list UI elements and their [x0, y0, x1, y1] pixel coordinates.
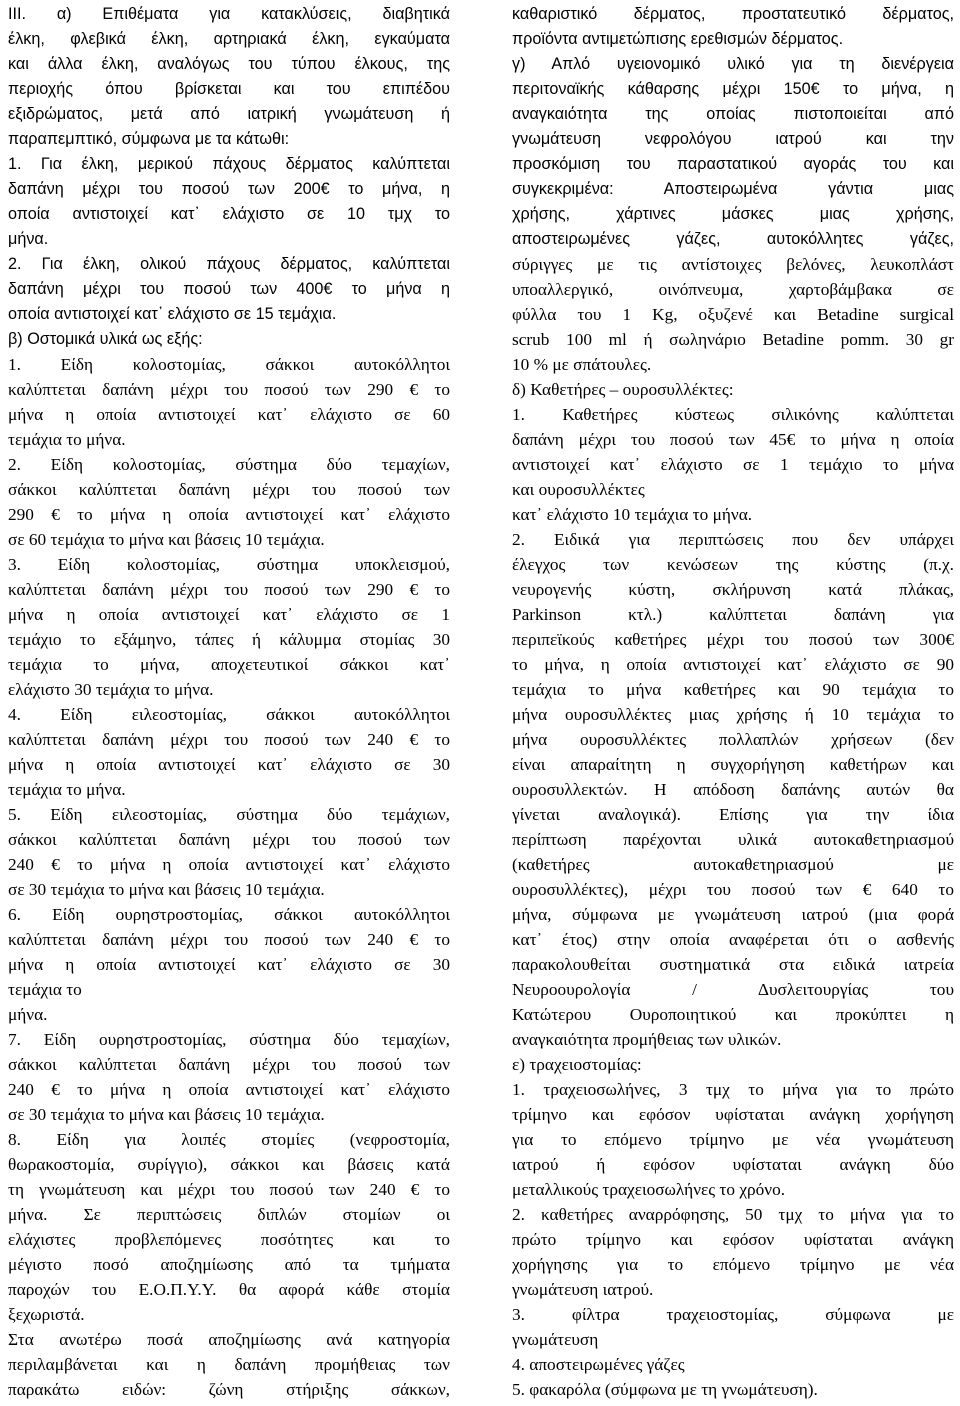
text-line: τεμάχια το μήνα, αποχετευτικοί σάκκοι κατ᾽ [8, 655, 450, 674]
text-line: μήνα η οποία αντιστοιχεί κατ᾽ ελάχιστο σε 30 [8, 755, 450, 774]
text-line: σάκκοι καλύπτεται δαπάνη μέχρι του ποσού των [8, 830, 450, 849]
text-line: ε) τραχειοστομίας: [512, 1055, 642, 1074]
text-line: περιοχής όπου βρίσκεται και του επιπέδου [8, 80, 450, 98]
text-line: 3. φίλτρα τραχειοστομίας, σύμφωνα με [512, 1305, 954, 1324]
text-line: σάκκοι καλύπτεται δαπάνη μέχρι του ποσού των [8, 480, 450, 499]
text-line: και άλλα έλκη, αναλόγως του τύπου έλκους, της [8, 55, 450, 73]
text-line: μήνα. [8, 230, 49, 248]
text-line: μήνα. [8, 1005, 48, 1024]
text-line: οποία αντιστοιχεί κατ᾽ ελάχιστο σε 10 τμχ το [8, 205, 450, 223]
text-line: περίπτωση παρέχονται υλικά αυτοκαθετηριασμού [512, 830, 954, 849]
text-line: θωρακοστομία, συρίγγιο), σάκκοι και βάσεις κατά [8, 1155, 450, 1174]
text-line: ουροσυλλεκτών. Η απόδοση δαπάνης αυτών θα [512, 780, 954, 799]
text-line: αποστειρωμένες γάζες, αυτοκόλλητες γάζες, [512, 230, 954, 248]
text-line: το μήνα, η οποία αντιστοιχεί κατ᾽ ελάχιστο σε 90 [512, 655, 954, 674]
text-line: γίνεται αναλογικά). Επίσης για την ίδια [512, 805, 954, 824]
text-line: καθαριστικό δέρματος, προστατευτικό δέρματος, [512, 5, 954, 23]
text-line: 10 % με σπάτουλες. [512, 355, 652, 374]
text-line: μήνα η οποία αντιστοιχεί κατ᾽ ελάχιστο σε 30 [8, 955, 450, 974]
text-line: Parkinson κτλ.) καλύπτεται δαπάνη για [512, 605, 954, 624]
text-line: 1. Καθετήρες κύστεως σιλικόνης καλύπτεται [512, 405, 954, 424]
text-line: τεμάχια το μήνα καθετήρες και 90 τεμάχια το [512, 680, 954, 699]
text-line: 5. Είδη ειλεοστομίας, σύστημα δύο τεμάχιων, [8, 805, 450, 824]
text-line: τη γνωμάτευση και μέχρι του ποσού των 240 € το [8, 1180, 450, 1199]
text-line: δαπάνη μέχρι του ποσού των 400€ το μήνα η [8, 280, 450, 298]
text-line: 240 € το μήνα η οποία αντιστοιχεί κατ᾽ ελάχιστο [8, 855, 450, 874]
text-line: προσκόμιση του παραστατικού αγοράς του και [512, 155, 954, 173]
text-line: 1. τραχειοσωλήνες, 3 τμχ το μήνα για το πρώτο [512, 1080, 954, 1099]
text-line: (καθετήρες αυτοκαθετηριασμού με [512, 855, 954, 874]
text-line: γνωμάτευση ιατρού. [512, 1280, 654, 1299]
text-line: μήνα ουροσυλλέκτες μιας χρήσης ή 10 τεμάχια το [512, 705, 954, 724]
text-line: τεμάχια το μήνα. [8, 780, 126, 799]
text-line: 3. Είδη κολοστομίας, σύστημα υποκλεισμού, [8, 555, 450, 574]
text-line: 2. καθετήρες αναρρόφησης, 50 τμχ το μήνα για το [512, 1205, 954, 1224]
text-line: τεμάχια το μήνα. [8, 430, 126, 449]
text-line: γνωμάτευση [512, 1330, 599, 1349]
text-line: Κατώτερου Ουροποιητικού και προκύπτει η [512, 1005, 954, 1024]
text-line: γ) Απλό υγειονομικό υλικό για τη διενέργεια [512, 55, 954, 73]
text-line: σε 30 τεμάχια το μήνα και βάσεις 10 τεμάχια. [8, 1105, 325, 1124]
text-line: σε 30 τεμάχια το μήνα και βάσεις 10 τεμάχια. [8, 880, 325, 899]
text-line: σε 60 τεμάχια το μήνα και βάσεις 10 τεμάχια. [8, 530, 325, 549]
text-line: νευρογενής κύστη, σκλήρυνση κατά πλάκας, [512, 580, 954, 599]
text-line: κατ᾽ ελάχιστο 10 τεμάχια το μήνα. [512, 505, 753, 524]
text-line: αναγκαιότητα προμήθειας των υλικών. [512, 1030, 782, 1049]
text-line: σάκκοι καλύπτεται δαπάνη μέχρι του ποσού των [8, 1055, 450, 1074]
text-line: 1. Είδη κολοστομίας, σάκκοι αυτοκόλλητοι [8, 355, 450, 374]
text-line: 290 € το μήνα η οποία αντιστοιχεί κατ᾽ ελάχιστο [8, 505, 450, 524]
text-line: περιλαμβάνεται και η δαπάνη προμήθειας των [8, 1355, 450, 1374]
right-text-column [512, 2, 954, 1406]
text-line: 6. Είδη ουρηστροστομίας, σάκκοι αυτοκόλλητοι [8, 905, 450, 924]
text-line: 5. φακαρόλα (σύμφωνα με τη γνωμάτευση). [512, 1380, 818, 1399]
text-line: 2. Ειδικά για περιπτώσεις που δεν υπάρχει [512, 530, 954, 549]
text-line: δαπάνη μέχρι του ποσού των 45€ το μήνα η οποία [512, 430, 954, 449]
text-line: scrub 100 ml ή σωληνάριο Betadine pomm. 30 gr [512, 330, 954, 349]
text-line: περιπεϊκούς καθετήρες μέχρι του ποσού των 300€ [512, 630, 954, 649]
text-line: τρίμηνο και εφόσον υφίσταται ανάγκη χορήγηση [512, 1105, 954, 1124]
left-text-column [8, 2, 450, 1406]
text-line: για το επόμενο τρίμηνο με νέα γνωμάτευση [512, 1130, 954, 1149]
text-line: παραπεμπτικό, σύμφωνα με τα κάτωθι: [8, 130, 290, 148]
text-line: 2. Για έλκη, ολικού πάχους δέρματος, καλύπτεται [8, 255, 450, 273]
text-line: οποία αντιστοιχεί κατ᾽ ελάχιστο σε 15 τεμάχια. [8, 305, 337, 323]
text-line: αναγκαιότητα της οποίας πιστοποιείται από [512, 105, 954, 123]
text-line: 240 € το μήνα η οποία αντιστοιχεί κατ᾽ ελάχιστο [8, 1080, 450, 1099]
text-line: β) Οστομικά υλικά ως εξής: [8, 330, 203, 348]
text-line: μέγιστο ποσό αποζημίωσης από τα τμήματα [8, 1255, 450, 1274]
text-line: καλύπτεται δαπάνη μέχρι του ποσού των 240 € το [8, 930, 450, 949]
text-line: φύλλα του 1 Kg, οξυζενέ και Betadine surgical [512, 305, 954, 324]
text-line: γνωμάτευση νεφρολόγου ιατρού και την [512, 130, 954, 148]
text-line: περιτοναϊκής κάθαρσης μέχρι 150€ το μήνα, η [512, 80, 954, 98]
text-line: μήνα η οποία αντιστοιχεί κατ᾽ ελάχιστο σε 1 [8, 605, 450, 624]
text-line: προϊόντα αντιμετώπισης ερεθισμών δέρματος. [512, 30, 844, 48]
text-line: 8. Είδη για λοιπές στομίες (νεφροστομία, [8, 1130, 450, 1149]
text-line: 1. Για έλκη, μερικού πάχους δέρματος καλύπτεται [8, 155, 450, 173]
text-line: και ουροσυλλέκτες [512, 480, 645, 499]
text-line: καλύπτεται δαπάνη μέχρι του ποσού των 290 € το [8, 580, 450, 599]
text-line: παροχών του Ε.Ο.Π.Υ.Υ. θα αφορά κάθε στομία [8, 1280, 450, 1299]
text-line: ελάχιστες προβλεπόμενες ποσότητες και το [8, 1230, 450, 1249]
text-line: καλύπτεται δαπάνη μέχρι του ποσού των 290 € το [8, 380, 450, 399]
text-line: κατ᾽ έτος) στην οποία αναφέρεται ότι ο ασθενής [512, 930, 954, 949]
text-line: III. α) Επιθέματα για κατακλύσεις, διαβητικά [8, 5, 450, 23]
text-line: συγκεκριμένα: Αποστειρωμένα γάντια μιας [512, 180, 954, 198]
text-line: ιατρού ή εφόσον υφίσταται ανάγκη δύο [512, 1155, 954, 1174]
text-line: μήνα η οποία αντιστοιχεί κατ᾽ ελάχιστο σε 60 [8, 405, 450, 424]
text-line: μεταλλικούς τραχειοσωλήνες το χρόνο. [512, 1180, 786, 1199]
text-line: πρώτο τρίμηνο και εφόσον υφίσταται ανάγκη [512, 1230, 954, 1249]
text-line: δ) Καθετήρες – ουροσυλλέκτες: [512, 380, 734, 399]
text-line: έλκη, φλεβικά έλκη, αρτηριακά έλκη, εγκαύματα [8, 30, 450, 48]
text-line: ξεχωριστά. [8, 1305, 85, 1324]
text-line: 4. αποστειρωμένες γάζες [512, 1355, 685, 1374]
text-line: καλύπτεται δαπάνη μέχρι του ποσού των 240 € το [8, 730, 450, 749]
text-line: παρακάτω ειδών: ζώνη στήριξης σάκκων, [8, 1380, 450, 1399]
text-line: τεμάχιο το εξάμηνο, τάπες ή κάλυμμα στομίας 30 [8, 630, 450, 649]
text-line: παρακολουθείται συστηματικά στα ειδικά ιατρεία [512, 955, 954, 974]
text-line: δαπάνη μέχρι του ποσού των 200€ το μήνα, η [8, 180, 450, 198]
text-line: Νευροουρολογία / Δυσλειτουργίας του [512, 980, 954, 999]
text-line: τεμάχια το [8, 980, 82, 999]
text-line: χρήσης, χάρτινες μάσκες μιας χρήσης, [512, 205, 954, 223]
text-line: 2. Είδη κολοστομίας, σύστημα δύο τεμαχίων, [8, 455, 450, 474]
text-line: 4. Είδη ειλεοστομίας, σάκκοι αυτοκόλλητοι [8, 705, 450, 724]
text-line: μήνα ουροσυλλέκτες πολλαπλών χρήσεων (δεν [512, 730, 954, 749]
text-line: σύριγγες με τις αντίστοιχες βελόνες, λευκοπλάστ [512, 255, 954, 274]
text-line: ουροσυλλέκτες), μέχρι του ποσού των € 640 το [512, 880, 954, 899]
text-line: υποαλλεργικό, οινόπνευμα, χαρτοβάμβακα σε [512, 280, 954, 299]
text-line: μήνα. Σε περιπτώσεις διπλών στομίων οι [8, 1205, 450, 1224]
text-line: ελάχιστο 30 τεμάχια το μήνα. [8, 680, 214, 699]
text-line: έλεγχος των κενώσεων της κύστης (π.χ. [512, 555, 954, 574]
text-line: εξιδρώματος, μετά από ιατρική γνωμάτευση ή [8, 105, 450, 123]
text-line: Στα ανωτέρω ποσά αποζημίωσης ανά κατηγορία [8, 1330, 450, 1349]
text-line: αντιστοιχεί κατ᾽ ελάχιστο σε 1 τεμάχιο το μήνα [512, 455, 954, 474]
text-line: χορήγησης για το επόμενο τρίμηνο με νέα [512, 1255, 954, 1274]
text-line: 7. Είδη ουρηστροστομίας, σύστημα δύο τεμαχίων, [8, 1030, 450, 1049]
text-line: είναι απαραίτητη η συγχορήγηση καθετήρων και [512, 755, 954, 774]
text-line: μήνα, σύμφωνα με γνωμάτευση ιατρού (μια φορά [512, 905, 954, 924]
